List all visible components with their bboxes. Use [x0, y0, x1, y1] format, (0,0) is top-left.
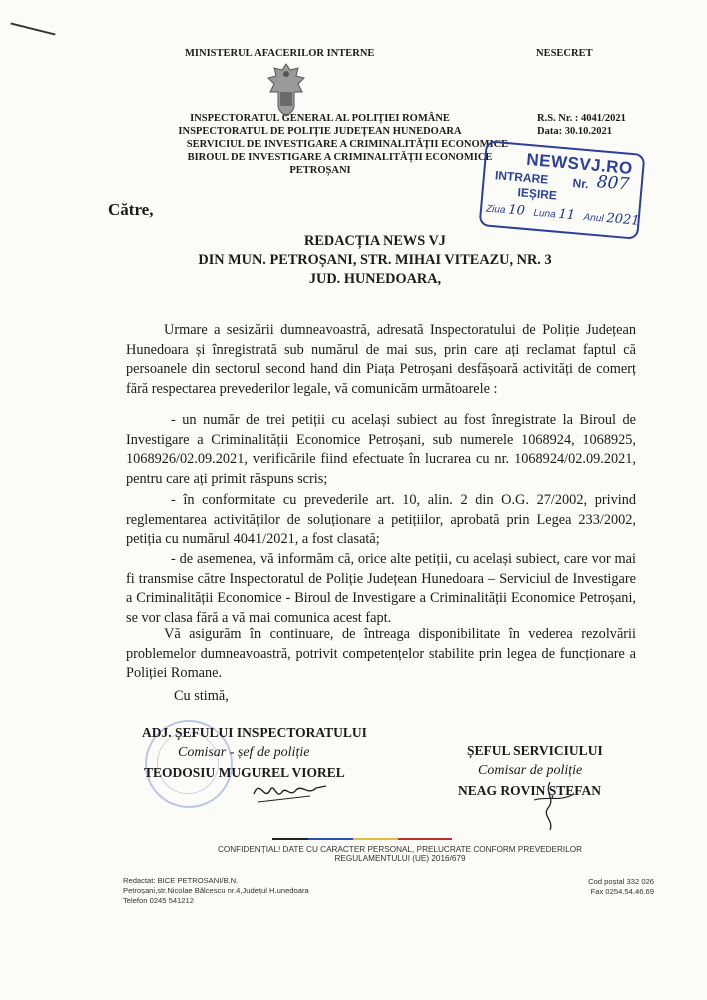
footer-redactat: Redactat: BICE PETROSANI/B.N.	[123, 876, 239, 885]
footer-phone: Telefon 0245 541212	[123, 896, 194, 905]
right-signatory-name: NEAG ROVIN ȘTEFAN	[458, 783, 602, 798]
stamp-luna-value: 11	[557, 206, 576, 224]
footer-address: Petroșani,str.Nicolae Bălcescu nr.4,Județul H.unedoara	[123, 886, 309, 895]
stamp-date-row	[485, 200, 640, 228]
registration-number: R.S. Nr. : 4041/2021	[537, 113, 626, 124]
closing-formula: Cu stimă,	[174, 688, 229, 704]
coat-of-arms-icon	[260, 62, 312, 118]
stamp-anul-value: 2021	[605, 211, 641, 229]
registration-stamp	[479, 140, 646, 240]
recipient-line-2: DIN MUN. PETROȘANI, STR. MIHAI VITEAZU, NR. 3	[198, 252, 552, 268]
header-line-3: SERVICIUL DE INVESTIGARE A CRIMINALITĂȚII ECONOMICE	[186, 139, 509, 150]
body-paragraph-3: - în conformitate cu prevederile art. 10, alin. 2 din O.G. 27/2002, privind reglementarea activităților de soluționare a petițiilor, aprobată prin Legea 233/2002, petiția cu numărul 4041/2021, a fost clasată;	[126, 492, 636, 547]
left-signatory-name: TEODOSIU MUGUREL VIOREL	[144, 765, 345, 780]
recipient-salutation: Către,	[108, 200, 154, 219]
confidential-line-2: REGULAMENTULUI (UE) 2016/679	[334, 854, 466, 863]
body-paragraph-2: - un număr de trei petiții cu același subiect au fost înregistrate la Biroul de Investigare a Criminalității Economice Petroșani, sub numerele 1068924, 1068925, 1068926/02.09.2021, verificările fiind efectuate în lucrarea cu nr. 1068924/02.09.2021, pentru care ați primit răspuns scris;	[126, 412, 636, 487]
stamp-anul-label: Anul	[583, 212, 605, 225]
corner-pen-mark	[10, 22, 55, 35]
ministry-name: MINISTERUL AFACERILOR INTERNE	[185, 48, 375, 59]
stamp-luna-label: Luna	[532, 207, 557, 221]
body-paragraph-1: Urmare a sesizării dumneavoastră, adresată Inspectoratului de Poliție Județean Hunedoara și înregistrată sub numărul de mai sus, prin care ați reclamat faptul că persoanele din sectorul second hand din Piața Petroșani desfășoară activități de comerț fără respectarea prevederilor legale, vă comunicăm următoarele :	[126, 322, 636, 397]
document-date: Data: 30.10.2021	[537, 126, 612, 137]
left-signatory-rank: Comisar - șef de poliție	[178, 745, 310, 760]
right-signatory-rank: Comisar de poliție	[478, 763, 583, 778]
header-line-2: INSPECTORATUL DE POLIȚIE JUDEȚEAN HUNEDOARA	[178, 126, 462, 137]
confidential-line-1: CONFIDENȚIAL! DATE CU CARACTER PERSONAL, PRELUCRATE CONFORM PREVEDERILOR	[217, 845, 583, 854]
stamp-iesire: IEȘIRE	[517, 185, 558, 203]
header-line-1: INSPECTORATUL GENERAL AL POLIȚIEI ROMÂNE	[190, 113, 450, 124]
header-line-4: BIROUL DE INVESTIGARE A CRIMINALITĂȚII ECONOMICE	[187, 152, 493, 163]
left-signature-icon	[250, 772, 330, 808]
stamp-nr-value: 807	[595, 172, 631, 195]
stamp-ziua-label: Ziua	[485, 203, 506, 217]
stamp-title: NEWSVJ.RO	[525, 149, 634, 179]
header-line-5: PETROȘANI	[289, 165, 351, 176]
left-signatory-title: ADJ. ȘEFULUI INSPECTORATULUI	[142, 725, 367, 740]
stamp-ziua-value: 10	[507, 202, 526, 219]
footer-postal-code: Cod poștal 332 026	[588, 877, 654, 886]
classification-label: NESECRET	[536, 48, 593, 59]
right-signatory-title: ȘEFUL SERVICIULUI	[467, 743, 603, 758]
body-paragraph-4: - de asemenea, vă informăm că, orice alte petiții, cu același subiect, care vor mai fi transmise către Inspectoratul de Poliție Județean Hunedoara – Serviciul de Investigare a Criminalității Economice - Biroul de Investigare a Criminalității Economice Petroșani, se vor clasa fără a vă mai comunica acest fapt.	[126, 551, 636, 626]
footer-fax: Fax 0254.54.46.69	[590, 887, 654, 896]
right-signature-icon	[520, 780, 580, 832]
recipient-line-1: REDACȚIA NEWS VJ	[304, 233, 446, 249]
body-paragraph-5: Vă asigurăm în continuare, de întreaga disponibilitate în vederea rezolvării problemelor dumneavoastră, potrivit competențelor stabilite prin legea de funcționare a Poliției Romane.	[126, 626, 636, 681]
stamp-intrare: INTRARE	[494, 168, 549, 187]
recipient-line-3: JUD. HUNEDOARA,	[308, 271, 442, 287]
stamp-nr-label: Nr.	[572, 175, 590, 192]
tricolor-divider	[272, 838, 452, 840]
